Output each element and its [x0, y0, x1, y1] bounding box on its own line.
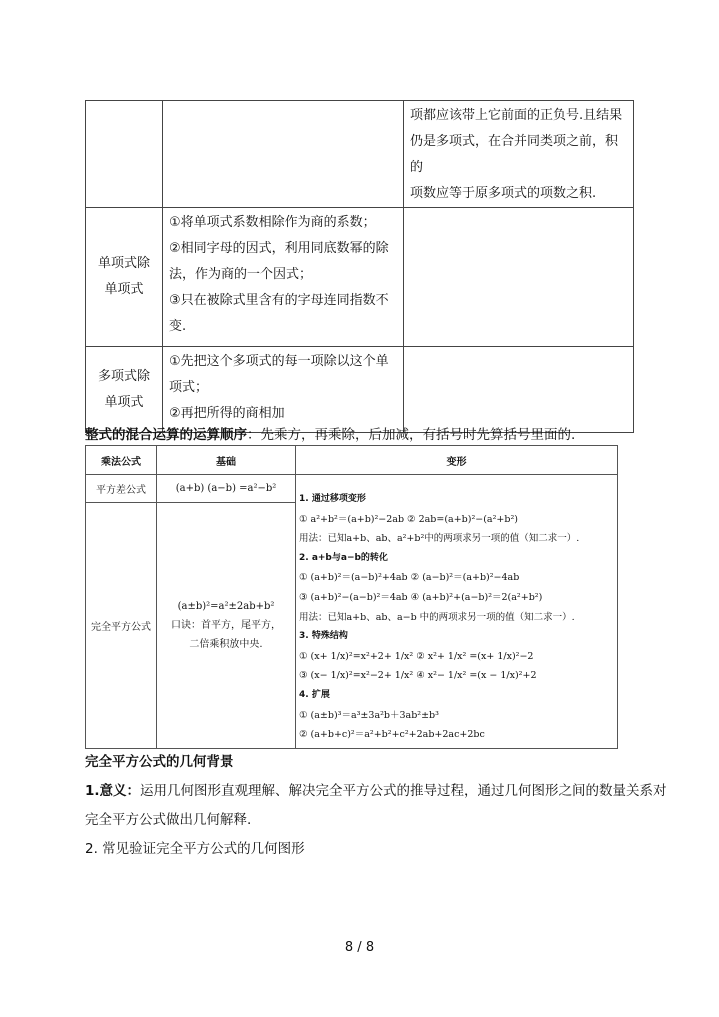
rule-line: ②再把所得的商相加 — [169, 406, 285, 421]
formula-base-cell — [157, 503, 296, 749]
variant-line: ③ (a+b)²−(a−b)²＝4ab ④ (a+b)²+(a−b)²＝2(a²+b²) — [299, 591, 543, 603]
meaning-paragraph — [85, 779, 667, 799]
header-variant: 变形 — [296, 446, 618, 475]
row-label-text: 多项式除单项式 — [97, 368, 150, 410]
rule-line: ③只在被除式里含有的字母连同指数不 — [169, 293, 389, 308]
rule-heading: 整式的混合运算的运算顺序 — [85, 427, 247, 443]
table-row — [86, 101, 634, 208]
variant-line: ① a²+b²＝(a+b)²−2ab ② 2ab=(a+b)²−(a²+b²) — [299, 513, 518, 525]
variant-heading: 4. 扩展 — [299, 689, 330, 700]
formula-base: (a±b)²=a²±2ab+b² — [177, 601, 275, 612]
header-base: 基础 — [157, 446, 296, 475]
note-cell — [404, 101, 634, 208]
table-header-row — [86, 446, 618, 475]
mnemonic-line: 二倍乘积放中央. — [189, 639, 263, 650]
variant-line: ③ (x− 1/x)²=x²−2+ 1/x² ④ x²− 1/x² =(x − 1/x)²+2 — [299, 670, 537, 682]
rule-text: ：先乘方，再乘除，后加减，有括号时先算括号里面的. — [247, 427, 576, 443]
note-cell — [404, 347, 634, 433]
header-formula: 乘法公式 — [86, 446, 157, 475]
note-line: 项都应该带上它前面的正负号.且结果 — [410, 108, 623, 123]
rule-line: ①先把这个多项式的每一项除以这个单 — [169, 354, 389, 369]
note-cell — [404, 208, 634, 347]
rule-line: 项式； — [169, 380, 209, 395]
table-row — [86, 347, 634, 433]
variant-line: ① (x+ 1/x)²=x²+2+ 1/x² ② x²+ 1/x² =(x+ 1/x)²−2 — [299, 650, 534, 662]
meaning-text: 运用几何图形直观理解、解决完全平方公式的推导过程，通过几何图形之间的数量关系对 — [140, 783, 667, 799]
formula-base: (a+b) (a−b) =a²−b² — [157, 475, 296, 503]
rule-cell — [163, 347, 404, 433]
operations-table — [85, 100, 634, 433]
row-label-polynomial-division — [86, 347, 163, 433]
rule-line: ②相同字母的因式，利用同底数幂的除 — [169, 241, 389, 256]
variant-heading: 3. 特殊结构 — [299, 631, 348, 642]
page-number: 8 / 8 — [344, 940, 375, 955]
geometry-figures-item: 2. 常见验证完全平方公式的几何图形 — [85, 841, 305, 857]
rule-cell — [163, 101, 404, 208]
note-line: 仍是多项式，在合并同类项之前，积的 — [410, 134, 619, 175]
variant-line: 用法：已知a+b、ab、a−b 中的两项求另一项的值（知二求一）. — [299, 611, 575, 623]
variant-line: ② (a+b+c)²＝a²+b²+c²+2ab+2ac+2bc — [299, 729, 485, 741]
row-label-monomial-division — [86, 208, 163, 347]
meaning-paragraph-cont: 完全平方公式做出几何解释. — [85, 812, 252, 828]
rule-cell — [163, 208, 404, 347]
section-title: 完全平方公式的几何背景 — [85, 754, 234, 770]
row-label-text: 单项式除单项式 — [97, 256, 150, 297]
table-row — [86, 475, 618, 503]
variant-heading: 1. 通过移项变形 — [299, 494, 366, 504]
variant-heading: 2. a+b与a−b的转化 — [299, 552, 388, 563]
row-label — [86, 101, 163, 208]
formula-name: 完全平方公式 — [86, 503, 157, 749]
variant-line: 用法：已知a+b、ab、a²+b²中的两项求另一项的值（知二求一）. — [299, 533, 580, 545]
note-line: 项数应等于原多项式的项数之积. — [410, 186, 597, 201]
rule-line: ①将单项式系数相除作为商的系数； — [169, 215, 376, 230]
operation-order-rule — [85, 423, 575, 443]
rule-line: 法，作为商的一个因式； — [169, 267, 313, 282]
meaning-label: 1.意义： — [85, 783, 141, 799]
variant-cell — [296, 475, 618, 749]
mnemonic-line: 口诀：首平方，尾平方， — [171, 620, 281, 631]
table-row — [86, 208, 634, 347]
formula-name: 平方差公式 — [86, 475, 157, 503]
variant-line: ① (a+b)²＝(a−b)²+4ab ② (a−b)²＝(a+b)²−4ab — [299, 572, 520, 584]
rule-line: 变. — [169, 319, 187, 334]
variant-line: ① (a±b)³＝a³±3a²b＋3ab²±b³ — [299, 709, 439, 721]
formula-table — [85, 445, 618, 749]
